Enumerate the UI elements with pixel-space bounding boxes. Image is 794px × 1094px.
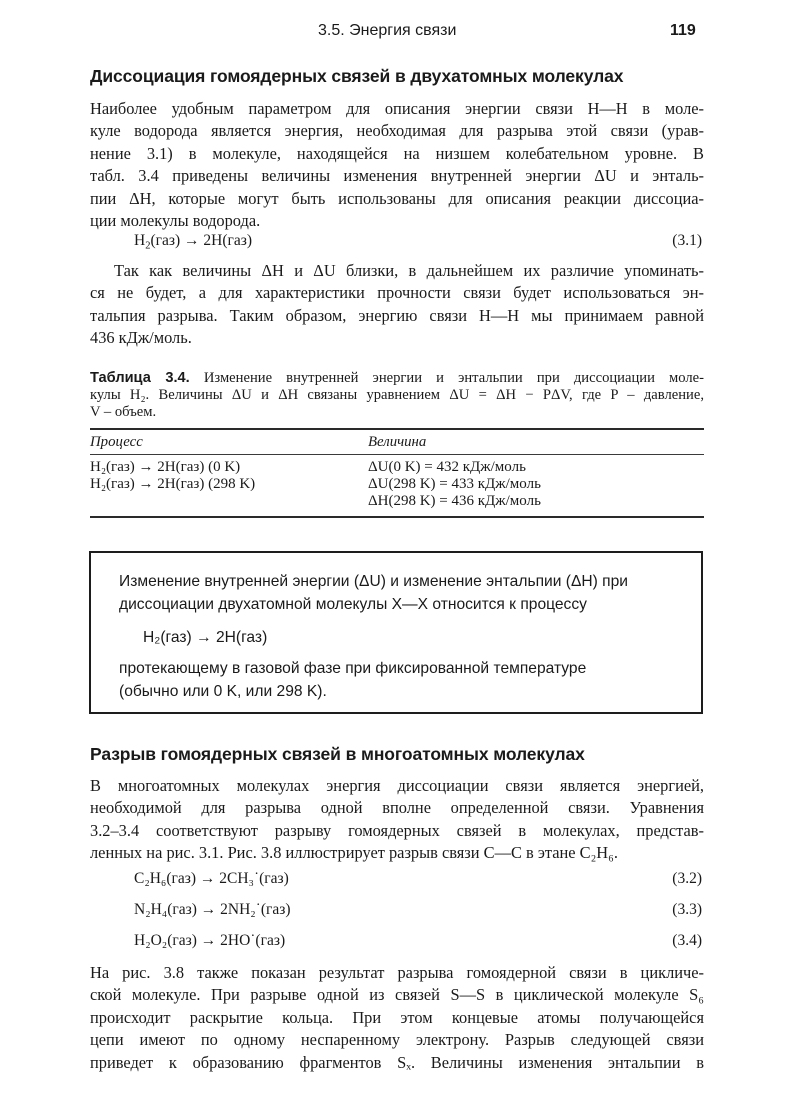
equation-number: (3.3): [672, 901, 702, 918]
table-cell-value: ΔU(0 K) = 432 кДж/моль: [368, 459, 526, 475]
table-bottom-rule: [90, 516, 704, 518]
running-head: [0, 22, 794, 44]
table-header-rule: [90, 454, 704, 455]
formula-part: H: [134, 232, 146, 249]
equation-3-3: [90, 901, 702, 923]
paragraph-line: В многоатомных молекулах энергия диссоциации связи является энергией,: [90, 776, 704, 795]
equation-formula: H₂O₂(газ) → 2HO˙(газ): [134, 932, 286, 949]
equation-3-2: [90, 870, 702, 892]
section-heading-polyatomic: Разрыв гомоядерных связей в многоатомных молекулах: [90, 744, 585, 764]
paragraph-line: происходит раскрытие кольца. При этом концевые атомы получающейся: [90, 1007, 704, 1027]
equation-number: (3.2): [672, 870, 702, 887]
paragraph-line: 436 кДж/моль.: [90, 328, 192, 348]
paragraph-line: пии ΔH, которые могут быть использованы для описания реакции диссоциа-: [90, 188, 704, 208]
paragraph-line: куле водорода является энергия, необходимая для разрыва этой связи (урав-: [90, 121, 704, 141]
section-heading-diatomic: Диссоциация гомоядерных связей в двухатомных молекулах: [90, 66, 624, 86]
paragraph-line: тальпия разрыва. Таким образом, энергию связи H—H мы принимаем равной: [90, 305, 704, 325]
summary-box: [89, 551, 703, 714]
paragraph-intro: [90, 98, 704, 232]
paragraph-line: цепи имеют по одному неспаренному электрону. Разрыв следующей связи: [90, 1030, 704, 1050]
column-header-value: Величина: [368, 434, 427, 450]
paragraph-line: необходимой для разрыва одной вполне определенной связи. Уравнения: [90, 798, 704, 818]
paragraph-line: ся не будет, а для характеристики прочности связи будет использоваться эн-: [90, 283, 704, 303]
paragraph-cyclic: [90, 962, 704, 1074]
box-line: диссоциации двухатомной молекулы X—X относится к процессу: [119, 596, 587, 613]
paragraph-line: Наиболее удобным параметром для описания энергии связи H—H в моле-: [90, 99, 704, 118]
equation-3-4: [90, 932, 702, 954]
table-cell-value: ΔH(298 K) = 436 кДж/моль: [368, 493, 541, 509]
table-top-rule: [90, 428, 704, 430]
caption-line: [90, 370, 704, 387]
equation-formula: N₂H₄(газ) → 2NH₂˙(газ): [134, 901, 291, 918]
table-caption: [90, 370, 704, 421]
paragraph-line: нение 3.1) в молекуле, находящейся на низшем колебательном уровне. В: [90, 143, 704, 163]
formula-part: (газ) → 2H(газ): [150, 232, 253, 249]
page-number: 119: [670, 22, 696, 39]
formula-subscript: 2: [145, 240, 151, 252]
paragraph-line: табл. 3.4 приведены величины изменения внутренней энергии ΔU и энталь-: [90, 166, 704, 186]
box-equation: H₂(газ) → 2H(газ): [143, 629, 268, 646]
box-line: (обычно или 0 K, или 298 K).: [119, 683, 327, 700]
paragraph-line: На рис. 3.8 также показан результат разрыва гомоядерной связи в цикличе-: [90, 963, 704, 982]
paragraph-line: ской молекуле. При разрыве одной из связей S—S в циклической молекуле S₆: [90, 985, 704, 1005]
column-header-process: Процесс: [90, 434, 143, 450]
paragraph-line: ленных на рис. 3.1. Рис. 3.8 иллюстрирует разрыв связи C—C в этане C₂H₆.: [90, 843, 618, 863]
paragraph-line: 3.2–3.4 соответствуют разрыву гомоядерных связей в молекулах, представ-: [90, 820, 704, 840]
box-line: протекающему в газовой фазе при фиксированной температуре: [119, 660, 587, 677]
box-line: Изменение внутренней энергии (ΔU) и изменение энтальпии (ΔH) при: [119, 573, 628, 590]
table-cell-process: H₂(газ) → 2H(газ) (0 K): [90, 459, 241, 475]
caption-text: Изменение внутренней энергии и энтальпии при диссоциации моле-: [189, 370, 704, 386]
equation-number: (3.1): [672, 232, 702, 249]
caption-line: V – объем.: [90, 404, 157, 420]
equation-formula: C₂H₆(газ) → 2CH₃˙(газ): [134, 870, 289, 887]
table-cell-process: H₂(газ) → 2H(газ) (298 K): [90, 476, 256, 492]
equation-3-1: [90, 232, 702, 254]
caption-line: кулы H₂. Величины ΔU и ΔH связаны уравнением ΔU = ΔH − PΔV, где P – давление,: [90, 387, 704, 403]
table-cell-value: ΔU(298 K) = 433 кДж/моль: [368, 476, 541, 492]
paragraph-line: Так как величины ΔH и ΔU близки, в дальнейшем их различие упоминать-: [114, 261, 704, 280]
equation-formula: [134, 232, 252, 250]
paragraph-line: ции молекулы водорода.: [90, 210, 261, 230]
paragraph-line: приведет к образованию фрагментов Sₓ. Величины изменения энтальпии в: [90, 1052, 704, 1072]
equation-number: (3.4): [672, 932, 702, 949]
paragraph-polyatomic: [90, 775, 704, 865]
caption-label: Таблица 3.4.: [90, 370, 190, 386]
running-title: 3.5. Энергия связи: [318, 22, 457, 39]
paragraph-enthalpy: [90, 260, 704, 350]
